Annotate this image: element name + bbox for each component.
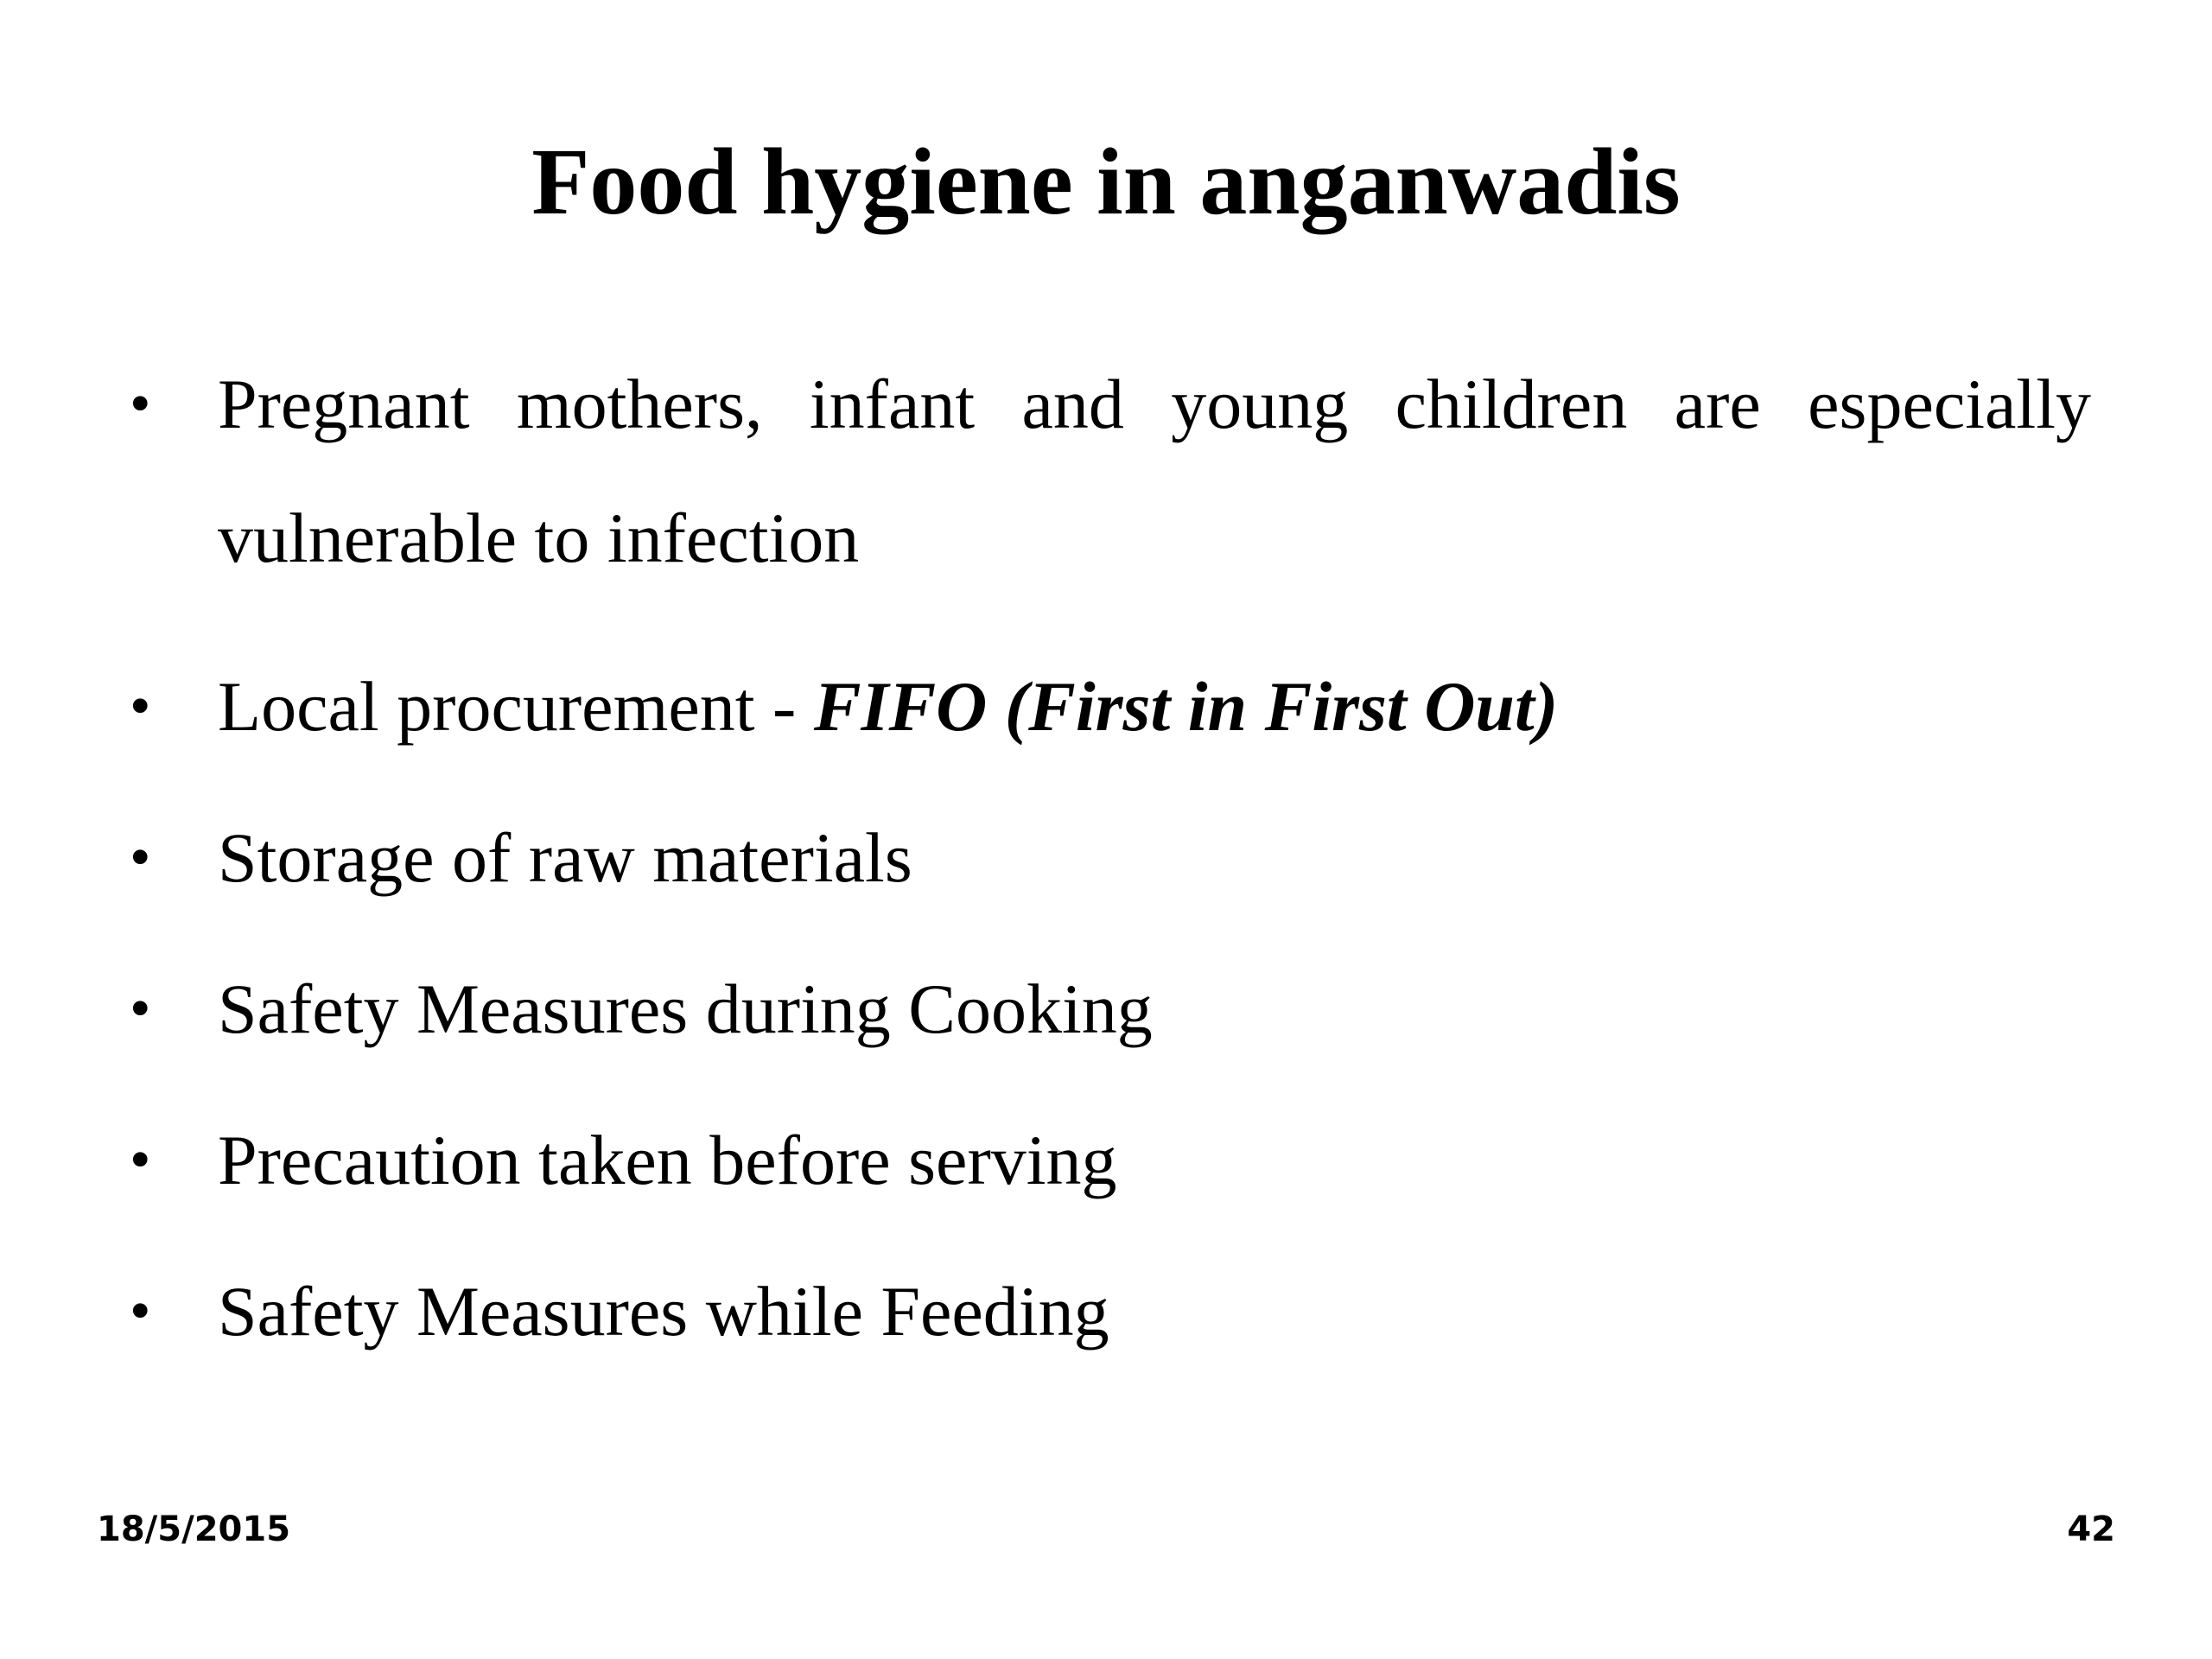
bullet-text bbox=[218, 337, 2091, 605]
bullet-icon: • bbox=[130, 371, 151, 437]
bullet-text: Storage of raw materials bbox=[218, 818, 912, 897]
bullet-text: Precaution taken before serving bbox=[218, 1121, 1117, 1199]
bullet-text-line1: Pregnant mothers, infant and young children are especially bbox=[218, 365, 2091, 443]
bullet-text bbox=[218, 639, 2091, 773]
bullet-text: Safety Measures while Feeding bbox=[218, 1272, 1109, 1351]
bullet-text-line2: vulnerable to infection bbox=[218, 499, 860, 577]
bullet-icon: • bbox=[130, 824, 151, 891]
footer-date: 18/5/2015 bbox=[97, 1510, 291, 1549]
footer-page-number: 42 bbox=[2067, 1510, 2115, 1549]
bullet-text-plain: Local procurement - bbox=[218, 667, 814, 746]
bullet-icon: • bbox=[130, 976, 151, 1042]
bullet-text-emphasis: FIFO (First in First Out) bbox=[813, 667, 1559, 746]
bullet-icon: • bbox=[130, 1278, 151, 1344]
bullet-icon: • bbox=[130, 1127, 151, 1193]
slide-title: Food hygiene in anganwadis bbox=[531, 129, 1681, 234]
bullet-icon: • bbox=[130, 673, 151, 740]
bullet-text: Safety Measures during Cooking bbox=[218, 969, 1153, 1048]
